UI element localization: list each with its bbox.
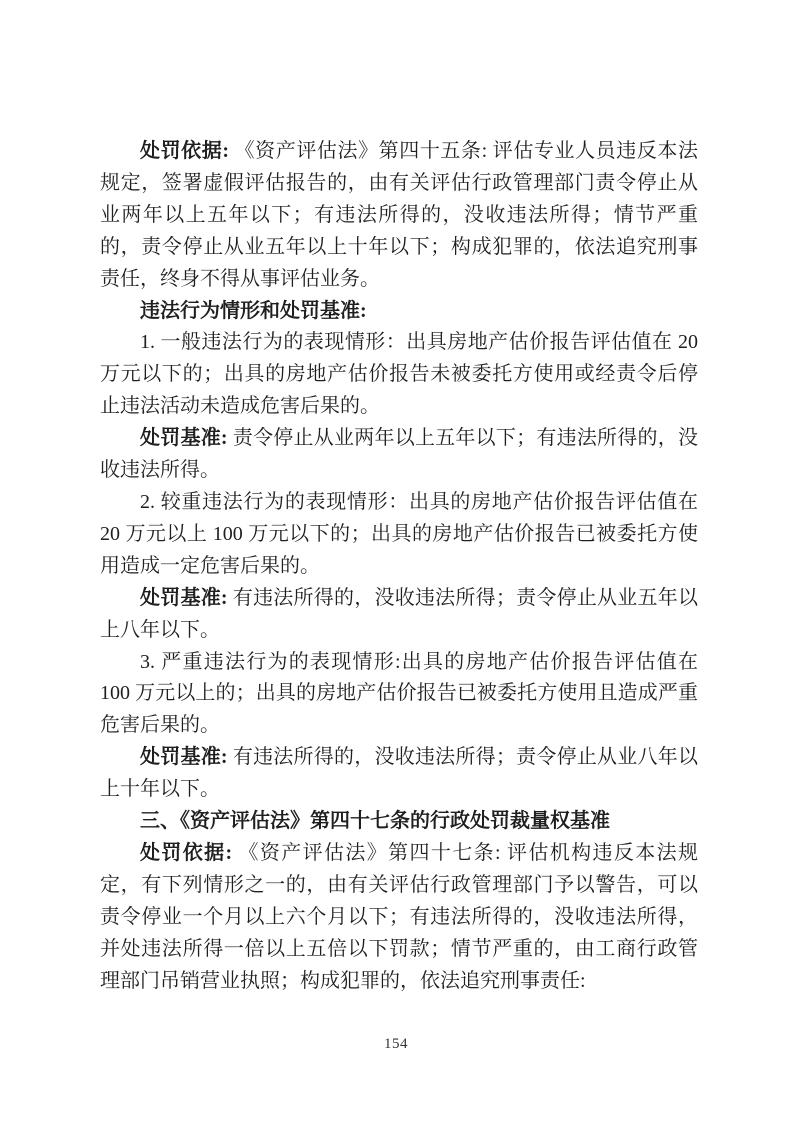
paragraph-text: 3. 严重违法行为的表现情形:出具的房地产估价报告评估值在 100 万元以上的；出具的房地产估价报告已被委托方使用且造成严重危害后果的。 — [100, 650, 698, 737]
paragraph — [100, 487, 698, 583]
paragraph — [100, 296, 698, 328]
paragraph-label: 三、《资产评估法》第四十七条的行政处罚裁量权基准 — [140, 810, 610, 833]
paragraph-text: 《资产评估法》第四十七条: 评估机构违反本法规定，有下列情形之一的，由有关评估行政管理部门予以警告，可以责令停业一个月以上六个月以下；有违法所得的，没收违法所得，并处违法所得一倍以上五倍以下罚款；情节严重的，由工商行政管理部门吊销营业执照；构成犯罪的，依法追究刑事责任: — [100, 841, 698, 992]
paragraph — [100, 327, 698, 423]
paragraph-text: 责令停止从业两年以上五年以下；有违法所得的，没收违法所得。 — [100, 427, 698, 482]
paragraph — [100, 806, 698, 838]
paragraph — [100, 136, 698, 296]
paragraph-label: 处罚基准: — [140, 586, 228, 609]
paragraph — [100, 647, 698, 743]
page-number: 154 — [384, 1036, 408, 1052]
paragraph — [100, 838, 698, 998]
paragraph-label: 处罚依据: — [140, 140, 229, 162]
paragraph — [100, 742, 698, 806]
page-footer — [0, 1036, 792, 1053]
document-body — [100, 136, 698, 997]
paragraph-text: 1. 一般违法行为的表现情形：出具房地产估价报告评估值在 20 万元以下的；出具的房地产估价报告未被委托方使用或经责令后停止违法活动未造成危害后果的。 — [100, 331, 698, 418]
paragraph-label: 处罚依据: — [140, 841, 233, 864]
paragraph-text: 有违法所得的，没收违法所得；责令停止从业八年以上十年以下。 — [100, 746, 698, 801]
paragraph — [100, 583, 698, 647]
paragraph-text: 有违法所得的，没收违法所得；责令停止从业五年以上八年以下。 — [100, 586, 698, 641]
paragraph-label: 违法行为情形和处罚基准: — [140, 299, 367, 322]
paragraph-label: 处罚基准: — [140, 746, 228, 769]
paragraph-text: 2. 较重违法行为的表现情形：出具的房地产估价报告评估值在 20 万元以上 100 万元以下的；出具的房地产估价报告已被委托方使用造成一定危害后果的。 — [100, 490, 698, 577]
paragraph-text: 《资产评估法》第四十五条: 评估专业人员违反本法规定，签署虚假评估报告的，由有关评估行政管理部门责令停止从业两年以上五年以下；有违法所得的，没收违法所得；情节严重的，责令停止从业五年以上十年以下；构成犯罪的，依法追究刑事责任，终身不得从事评估业务。 — [100, 140, 698, 290]
paragraph-label: 处罚基准: — [140, 427, 228, 450]
paragraph — [100, 423, 698, 487]
